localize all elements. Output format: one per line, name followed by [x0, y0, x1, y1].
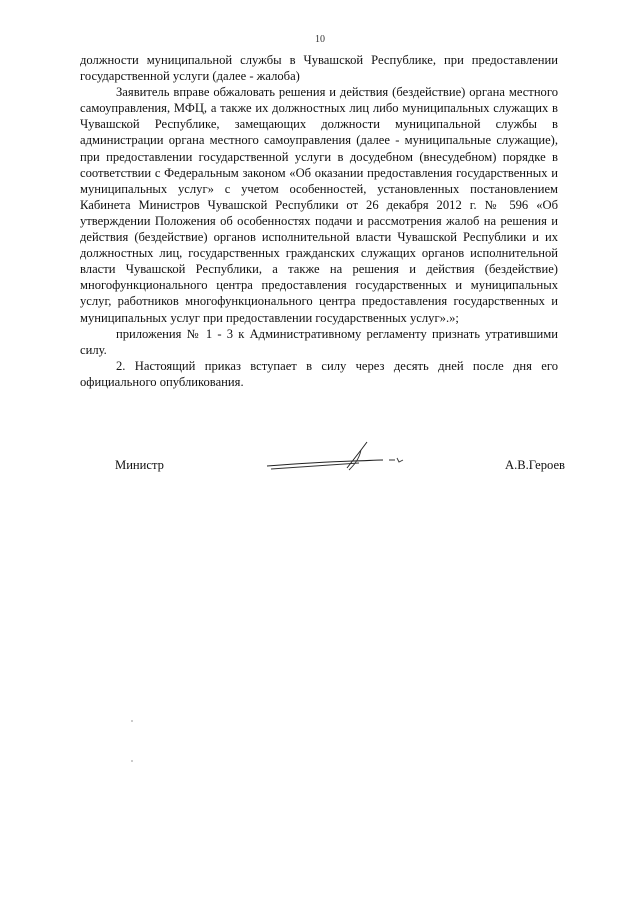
- paragraph-effective-date: 2. Настоящий приказ вступает в силу через десять дней после дня его официального опубликования.: [80, 358, 558, 389]
- paragraph-continuation: должности муниципальной службы в Чувашской Республике, при предоставлении государственной услуги (далее - жалоба): [80, 53, 558, 84]
- paragraph-appeal-right: Заявитель вправе обжаловать решения и действия (бездействие) органа местного самоуправления, МФЦ, а также их должностных лиц либо муниципальных служащих в Чувашской Республике, замещающих должности муниципальной службы в администрации органа местного самоуправления (далее - муниципальные служащие), при предоставлении государственной услуги в досудебном (внесудебном) порядке в соответствии с Федеральным законом «Об оказании предоставления государственных и муниципальных услуг» с учетом особенностей, установленных постановлением Кабинета Министров Чувашской Республики от 26 декабря 2012 г. № 596 «Об утверждении Положения об особенностях подачи и рассмотрения жалоб на решения и действия (бездействие) органов исполнительной власти Чувашской Республики и их должностных лиц, государственных гражданских служащих органов исполнительной власти Чувашской Республики, а также на решения и действия (бездействие) многофункционального центра предоставления государственных и муниципальных услуг, работников многофункционального центра предоставления государственных и муниципальных услуг при предоставлении государственных услуг».»;: [80, 85, 558, 325]
- scan-speck: [131, 760, 133, 762]
- signatory-title: Министр: [115, 458, 164, 472]
- handwritten-signature: [263, 440, 423, 480]
- signature-block: [115, 452, 565, 482]
- document-body: [80, 52, 558, 390]
- scan-speck: [131, 720, 133, 722]
- signatory-name: А.В.Героев: [505, 458, 565, 472]
- page-number: 10: [315, 34, 325, 45]
- paragraph-annexes: приложения № 1 - 3 к Административному регламенту признать утратившими силу.: [80, 326, 558, 357]
